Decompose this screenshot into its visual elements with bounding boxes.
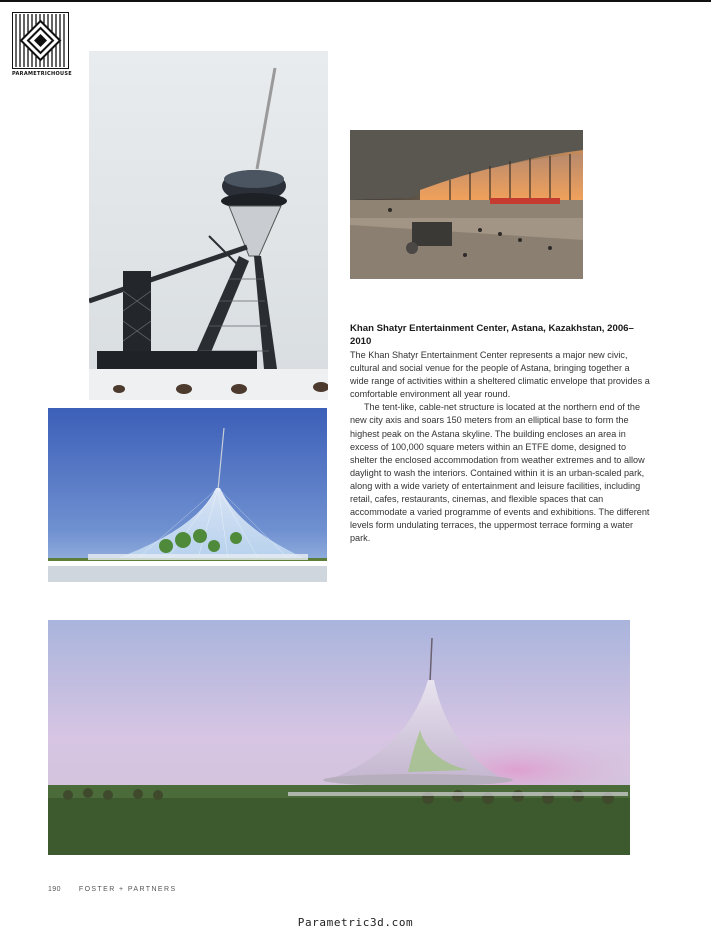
- logo-text: PARAMETRICHOUSE: [12, 71, 72, 77]
- watermark-link[interactable]: Parametric3d.com: [297, 916, 414, 929]
- interior-terrace-photo: [350, 130, 583, 279]
- tower-construction-photo: [89, 51, 328, 400]
- page-footer: [48, 886, 177, 893]
- section-render: [48, 408, 327, 582]
- publisher-name: FOSTER + PARTNERS: [78, 886, 177, 893]
- top-rule: [0, 0, 711, 2]
- page-number: 190: [48, 886, 61, 893]
- exterior-render: [48, 620, 630, 855]
- article-paragraph-1: The Khan Shatyr Entertainment Center represents a major new civic, cultural and social venue for the people of Astana, bringing together a wide range of activities within a sheltered climatic envelope that provides a comfortable environment all year round.: [350, 350, 650, 400]
- article-paragraph-2: The tent-like, cable-net structure is located at the northern end of the new city axis and soars 150 meters from an elliptical base to form the highest peak on the Astana skyline. The building encloses an area in excess of 100,000 square meters within an ETFE dome, designed to shelter the enclosed accommodation from weather extremes and to allow daylight to wash the interiors. Contained within it is an urban-scaled park, along with a wide variety of entertainment and leisure facilities, including retail, cafes, restaurants, cinemas, and flexible spaces that can accommodate a varied programme of events and exhibitions. The different levels form undulating terraces, the uppermost terrace forming a water park.: [350, 402, 650, 544]
- article: [350, 322, 650, 545]
- diamond-stripes-icon: [12, 12, 69, 69]
- article-heading: Khan Shatyr Entertainment Center, Astana, Kazakhstan, 2006–2010: [350, 323, 634, 347]
- parametrichouse-logo[interactable]: [12, 12, 72, 82]
